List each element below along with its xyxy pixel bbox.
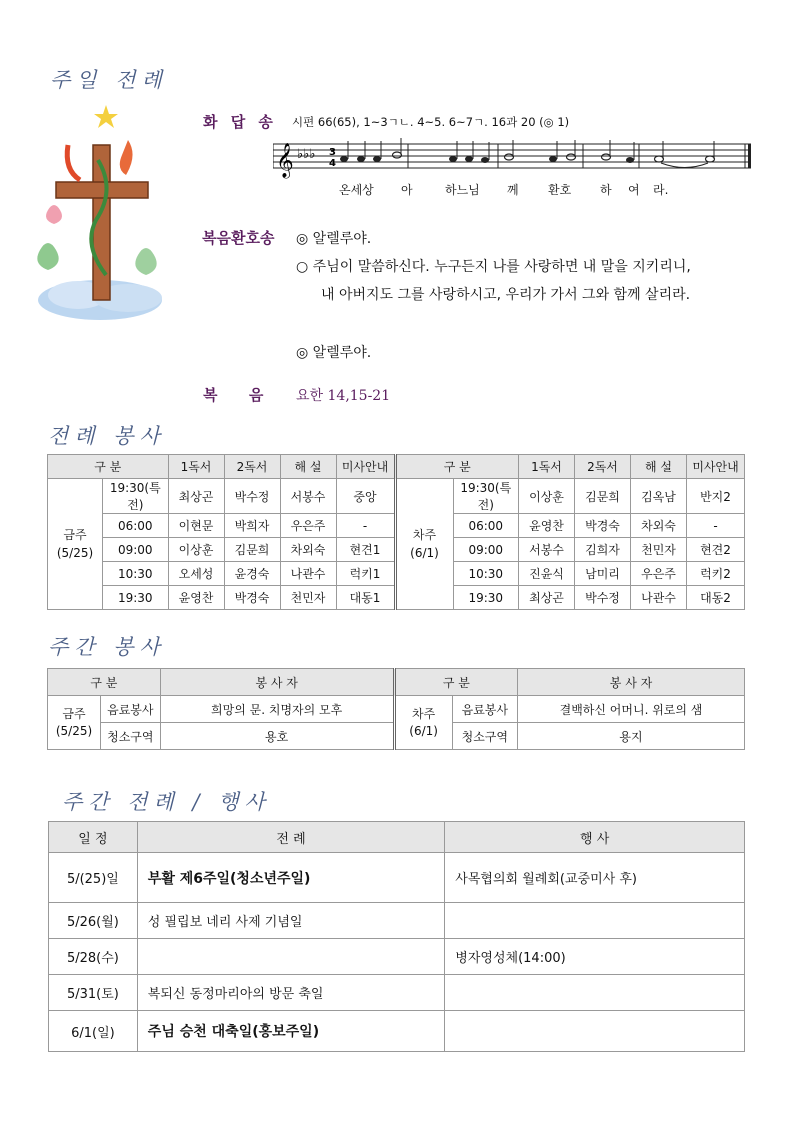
- header-division: 구 분: [395, 455, 519, 479]
- tw-comm: 천민자: [280, 586, 336, 610]
- header-reading1: 1독서: [168, 455, 224, 479]
- liturgy-service-table: [47, 454, 745, 610]
- clean-label: 청소구역: [101, 723, 161, 750]
- clean-area: 용지: [518, 723, 745, 750]
- tw-guide: 중앙: [336, 479, 395, 514]
- lyric-3: 하느님: [445, 183, 480, 197]
- nw-r1: 윤영찬: [519, 514, 575, 538]
- nw-guide: 대동2: [687, 586, 745, 610]
- this-week-date: (5/25): [55, 723, 93, 738]
- cross-illustration: [28, 100, 173, 330]
- tw-r2: 박수정: [224, 479, 280, 514]
- drink-servant: 희망의 문. 치명자의 모후: [160, 696, 394, 723]
- psalm-lyrics: [273, 181, 753, 199]
- clean-area: 용호: [160, 723, 394, 750]
- lyric-7: 여: [628, 183, 640, 197]
- this-week-label: 금주: [62, 706, 86, 721]
- nw-r1: 이상훈: [519, 479, 575, 514]
- event-liturgy: [137, 939, 445, 975]
- weekly-events-table: [48, 821, 745, 1052]
- header-servant: 봉 사 자: [160, 669, 394, 696]
- tw-r1: 이상훈: [168, 538, 224, 562]
- header-reading2: 2독서: [575, 455, 631, 479]
- header-reading1: 1독서: [519, 455, 575, 479]
- header-servant: 봉 사 자: [518, 669, 745, 696]
- nw-comm: 김옥남: [631, 479, 687, 514]
- lyric-1: 온세상: [339, 183, 374, 197]
- tw-comm: 나관수: [280, 562, 336, 586]
- psalm-label: 화 답 송: [203, 113, 277, 131]
- nw-r1: 최상곤: [519, 586, 575, 610]
- event-date: 5/(25)일: [49, 853, 138, 903]
- alleluia-1: ◎ 알렐루야.: [296, 231, 372, 247]
- tw-r2: 윤경숙: [224, 562, 280, 586]
- header-division: 구 분: [394, 669, 517, 696]
- lyric-2: 아: [401, 183, 413, 197]
- psalm-reference: 시편 66(65), 1~3ㄱㄴ. 4~5. 6~7ㄱ. 16과 20 (◎ 1): [292, 115, 570, 129]
- event-liturgy: 부활 제6주일(청소년주일): [137, 853, 445, 903]
- tw-r2: 박경숙: [224, 586, 280, 610]
- nw-guide: 럭키2: [687, 562, 745, 586]
- weekly-service-table: [47, 668, 745, 750]
- next-week-label: 차주: [412, 528, 437, 542]
- tw-r1: 오세성: [168, 562, 224, 586]
- header-event: 행 사: [445, 822, 745, 853]
- next-week-date: (6/1): [409, 723, 438, 738]
- svg-text:♭♭♭: ♭♭♭: [297, 147, 316, 162]
- this-week-label: 금주: [63, 528, 87, 542]
- weekly-events-title: 주간 전례 / 행사: [62, 790, 271, 814]
- nw-r2: 김문희: [575, 479, 631, 514]
- nw-r2: 김희자: [575, 538, 631, 562]
- tw-r1: 이현문: [168, 514, 224, 538]
- gospel-acclamation-label: 복음환호송: [202, 229, 275, 247]
- gospel-label: 복 음: [203, 386, 264, 404]
- nw-guide: 현견2: [687, 538, 745, 562]
- event-activity: [445, 975, 745, 1011]
- this-week-cell: [48, 696, 101, 750]
- nw-guide: 반지2: [687, 479, 745, 514]
- drink-label: 음료봉사: [452, 696, 517, 723]
- tw-guide: 대동1: [336, 586, 395, 610]
- lyric-6: 하: [600, 183, 612, 197]
- tw-time: 10:30: [103, 562, 169, 586]
- tw-time: 19:30: [103, 586, 169, 610]
- tw-guide: 현견1: [336, 538, 395, 562]
- tw-guide: -: [336, 514, 395, 538]
- event-date: 5/26(월): [49, 903, 138, 939]
- lyric-5: 환호: [548, 183, 572, 197]
- tw-comm: 우은주: [280, 514, 336, 538]
- clean-label: 청소구역: [452, 723, 517, 750]
- nw-r1: 진윤식: [519, 562, 575, 586]
- nw-time: 09:00: [453, 538, 519, 562]
- event-liturgy: 복되신 동정마리아의 방문 축일: [137, 975, 445, 1011]
- nw-r2: 박경숙: [575, 514, 631, 538]
- nw-comm: 우은주: [631, 562, 687, 586]
- next-week-cell: [395, 479, 453, 610]
- nw-time: 19:30(특전): [453, 479, 519, 514]
- nw-r1: 서봉수: [519, 538, 575, 562]
- verse-line-1: ○ 주님이 말씀하신다. 누구든지 나를 사랑하면 내 말을 지키리니,: [296, 259, 691, 275]
- event-date: 5/28(수): [49, 939, 138, 975]
- next-week-label: 차주: [412, 706, 436, 721]
- this-week-date: (5/25): [56, 546, 94, 560]
- this-week-cell: [48, 479, 103, 610]
- header-division: 구 분: [48, 669, 161, 696]
- header-commentary: 해 설: [631, 455, 687, 479]
- nw-time: 06:00: [453, 514, 519, 538]
- lyric-4: 께: [507, 183, 519, 197]
- event-activity: [445, 903, 745, 939]
- nw-time: 19:30: [453, 586, 519, 610]
- event-activity: 병자영성체(14:00): [445, 939, 745, 975]
- liturgy-service-title: 전례 봉사: [48, 424, 166, 448]
- drink-label: 음료봉사: [101, 696, 161, 723]
- nw-r2: 남미리: [575, 562, 631, 586]
- nw-time: 10:30: [453, 562, 519, 586]
- tw-comm: 서봉수: [280, 479, 336, 514]
- event-liturgy: 성 필립보 네리 사제 기념일: [137, 903, 445, 939]
- header-commentary: 해 설: [280, 455, 336, 479]
- nw-r2: 박수정: [575, 586, 631, 610]
- alleluia-2: ◎ 알렐루야.: [296, 345, 372, 361]
- sunday-liturgy-title: 주일 전례: [50, 68, 168, 92]
- tw-r2: 박희자: [224, 514, 280, 538]
- event-date: 5/31(토): [49, 975, 138, 1011]
- header-liturgy: 전 례: [137, 822, 445, 853]
- event-activity: [445, 1011, 745, 1052]
- weekly-service-title: 주간 봉사: [48, 635, 166, 659]
- svg-text:3: 3: [329, 147, 336, 158]
- next-week-date: (6/1): [410, 546, 439, 560]
- header-division: 구 분: [48, 455, 169, 479]
- nw-comm: 차외숙: [631, 514, 687, 538]
- tw-comm: 차외숙: [280, 538, 336, 562]
- header-mass-guide: 미사안내: [336, 455, 395, 479]
- header-mass-guide: 미사안내: [687, 455, 745, 479]
- event-activity: 사목협의회 월례회(교중미사 후): [445, 853, 745, 903]
- nw-comm: 나관수: [631, 586, 687, 610]
- next-week-cell: [394, 696, 452, 750]
- nw-comm: 천민자: [631, 538, 687, 562]
- tw-time: 19:30(특전): [103, 479, 169, 514]
- tw-time: 09:00: [103, 538, 169, 562]
- drink-servant: 결백하신 어머니. 위로의 샘: [518, 696, 745, 723]
- tw-time: 06:00: [103, 514, 169, 538]
- header-date: 일 정: [49, 822, 138, 853]
- nw-guide: -: [687, 514, 745, 538]
- tw-guide: 럭키1: [336, 562, 395, 586]
- svg-text:𝄞: 𝄞: [276, 143, 294, 178]
- tw-r1: 최상곤: [168, 479, 224, 514]
- tw-r2: 김문희: [224, 538, 280, 562]
- event-liturgy: 주님 승천 대축일(홍보주일): [137, 1011, 445, 1052]
- tw-r1: 윤영찬: [168, 586, 224, 610]
- event-date: 6/1(일): [49, 1011, 138, 1052]
- verse-line-2: 내 아버지도 그를 사랑하시고, 우리가 가서 그와 함께 살리라.: [321, 287, 691, 303]
- gospel-reference: 요한 14,15-21: [296, 388, 391, 404]
- lyric-8: 라.: [653, 183, 669, 197]
- header-reading2: 2독서: [224, 455, 280, 479]
- svg-text:4: 4: [329, 158, 336, 169]
